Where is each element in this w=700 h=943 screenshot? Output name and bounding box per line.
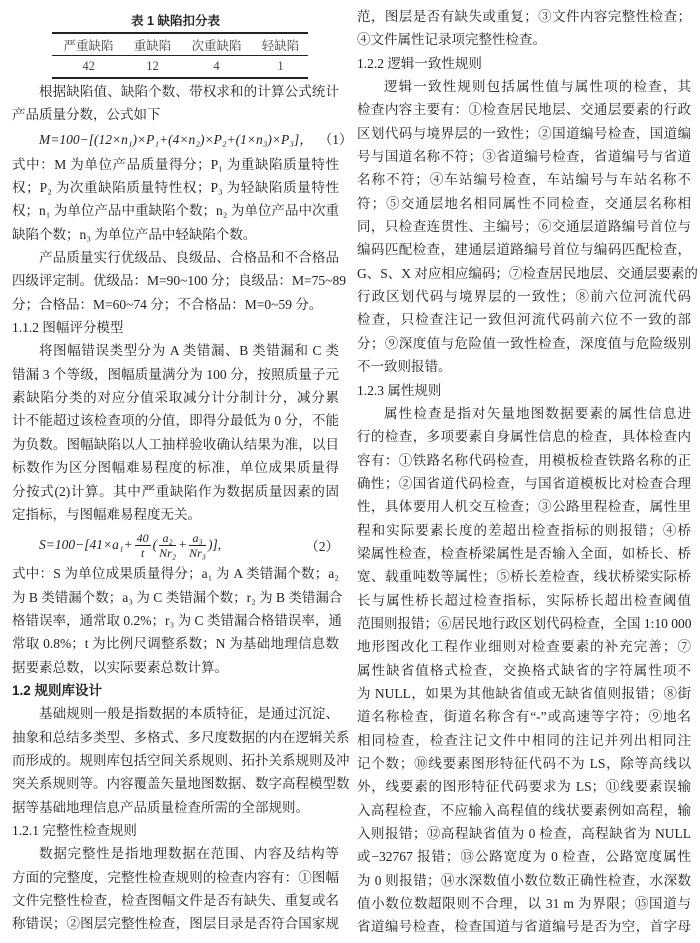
- text-line: [12, 702, 339, 725]
- text-line: [12, 386, 339, 409]
- text-line-text: 格错误率，通常取 0.2%；r₃ 为 C 类错漏合格错误率，通: [12, 612, 342, 628]
- text-line: [357, 285, 691, 308]
- text-line-text: 分；⑨深度值与危险值一致性检查，深度值与危险级别: [357, 335, 691, 351]
- text-line-text: 缺陷个数；n₃ 为单位产品中轻缺陷个数。: [12, 226, 257, 242]
- text-line-text: 记个数；⑩线要素图形特征代码不为 LS，除等高线以: [357, 756, 691, 771]
- text-line-text: 数据完整性是指地理数据在范围、内容及结构等: [39, 846, 339, 862]
- section-heading-text: 1.2.3 属性规则: [357, 382, 442, 398]
- formula-1-text: M=100−[(12×n₁)×P₁+(4×n₂)×P₂+(1×n₃)×P₃]，: [39, 131, 313, 147]
- text-line: [12, 726, 350, 749]
- section-heading-text: 1.2.2 逻辑一致性规则: [357, 55, 482, 71]
- text-line: [12, 363, 339, 386]
- fraction-denominator: Nr₂: [159, 545, 176, 560]
- text-line: [357, 519, 691, 542]
- text-line-text: ④文件属性记录项完整性检查。: [357, 32, 546, 48]
- fraction-numerator: a₃: [189, 531, 206, 546]
- text-line-text: 符；⑤交通层地名相同属性不同检查，交通层名称相: [357, 195, 691, 211]
- text-line: [357, 98, 691, 121]
- text-line: [357, 612, 691, 635]
- text-line: [357, 28, 691, 51]
- text-line: [357, 892, 691, 915]
- text-line-text: 权；P₂ 为次重缺陷质量特性权；P₃ 为轻缺陷质量特性: [12, 180, 339, 196]
- text-line: [357, 799, 691, 822]
- formula-2-suffix: )],: [207, 537, 222, 553]
- text-line: [357, 192, 691, 215]
- table-header-row: [52, 33, 308, 56]
- text-line-text: 入则报错；⑫高程缺省值为 0 检查，高程缺省为 NULL: [357, 826, 691, 842]
- table-header-cell: 重缺陷: [133, 38, 172, 53]
- table-cell: 1: [277, 59, 284, 73]
- text-line: [357, 659, 691, 682]
- text-line-text: 区划代码与境界层的一致性；②国道编号检查，国道编: [357, 125, 691, 141]
- text-line: [12, 772, 350, 795]
- text-line: [357, 565, 691, 588]
- fraction: [189, 531, 206, 560]
- text-line: [357, 729, 691, 752]
- text-line-text: 道名称检查，街道名称含有“-”或高速等字符；⑨地名: [357, 709, 691, 725]
- section-heading-text: 1.2 规则库设计: [12, 682, 103, 698]
- text-line-text: 定指标，与图幅难易程度无关。: [12, 506, 201, 522]
- text-line: [12, 842, 339, 865]
- text-line: [12, 339, 339, 362]
- formula-1: [12, 127, 353, 153]
- text-line: [357, 122, 691, 145]
- fraction: [159, 531, 176, 560]
- table-header-cell: 次重缺陷: [191, 38, 242, 53]
- text-line-text: 为 B 类错漏个数；a₃ 为 C 类错漏个数；r₂ 为 B 类错漏合: [12, 589, 343, 605]
- text-line-text: 素缺陷分类的对应分值采取减分计分制计分，减分累: [12, 390, 339, 406]
- text-line-text: 地形图改化工程作业细则对检查要素的补充完善；⑦: [357, 639, 691, 655]
- text-line-text: 名称不符；④车站编号检查，车站编号与车站名称不: [357, 172, 691, 188]
- section-heading: [12, 819, 339, 842]
- text-line: [12, 609, 342, 632]
- text-line-text: 不一致则报错。: [357, 359, 452, 375]
- text-line-text: 分；合格品：M=60~74 分；不合格品：M=0~59 分。: [12, 296, 323, 312]
- text-line: [12, 103, 339, 126]
- text-line: [12, 796, 339, 819]
- text-line-text: 编码匹配检查，建通层道路编号首位与编码匹配检查，: [357, 242, 691, 258]
- text-line: [357, 589, 691, 612]
- text-line-text: 分按式(2)计算。其中严重缺陷作为数据质量因素的固: [12, 483, 339, 499]
- left-text-block-a: [12, 80, 353, 526]
- table-cell: 12: [146, 59, 159, 73]
- text-line: [357, 845, 691, 868]
- text-line-text: 式中：M 为单位产品质量得分；P₁ 为重缺陷质量特性: [12, 156, 339, 172]
- text-line: [12, 912, 339, 935]
- text-line-text: 据等基础地理信息产品质量检查所需的全部规则。: [12, 799, 309, 815]
- section-heading: [12, 679, 339, 702]
- text-line-text: 检查，只检查注记一致但河流代码前六位不一致的部: [357, 312, 691, 328]
- text-line-text: 据要素总数，以实际要素总数计算。: [12, 659, 228, 675]
- table-cell: 42: [82, 59, 95, 73]
- text-line-text: 同，只检查连贯性、主编号；⑥交通层道路编号首位与: [357, 219, 691, 235]
- table-caption: 表 1 缺陷扣分表: [131, 14, 220, 28]
- text-line: [357, 262, 698, 285]
- text-line: [12, 269, 346, 292]
- text-line: [12, 246, 339, 269]
- table-header-cell: 轻缺陷: [261, 38, 300, 53]
- text-line-text: 为 NULL，如果为其他缺省值或无缺省值则报错；⑧街: [357, 685, 691, 701]
- text-line: [12, 433, 339, 456]
- text-line: [12, 889, 339, 912]
- text-line: [12, 749, 350, 772]
- text-line-text: 相同检查，检查注记文件中相同的注记并列出相同注: [357, 732, 691, 748]
- section-heading: [357, 52, 691, 75]
- text-line: [357, 915, 691, 938]
- text-line-text: 权；n₁ 为单位产品中重缺陷个数；n₂ 为单位产品中次重: [12, 203, 339, 219]
- text-line-text: 长与属性桥长超过检查指标，实际桥长超出检查阈值: [357, 592, 691, 608]
- text-line: [357, 238, 691, 261]
- text-line-text: 属性检查是指对矢量地图数据要素的属性信息进: [384, 405, 691, 421]
- fraction-numerator: 40: [136, 530, 149, 545]
- text-line-text: 文件完整性检查，检查图幅文件是否有缺失、重复或名: [12, 893, 339, 908]
- text-line-text: 式中：S 为单位成果质量得分；a₁ 为 A 类错漏个数；a₂: [12, 566, 339, 582]
- text-line-text: 属性缺省值格式检查，交换格式缺省的字符属性项不: [357, 662, 691, 678]
- left-column: [12, 0, 353, 936]
- text-line: [12, 456, 339, 479]
- text-line-text: 四级评定制。优级品：M=90~100 分；良级品：M=75~89: [12, 273, 346, 289]
- text-line-text: 将图幅错误类型分为 A 类错漏、B 类错漏和 C 类: [39, 343, 339, 359]
- formula-2-prefix: S=100−[41×a₁+: [39, 537, 133, 553]
- text-line-text: 性，具体要用人机交互检查；③公路里程检查，属性里: [357, 499, 691, 515]
- fraction: [135, 531, 151, 560]
- text-line: [12, 409, 339, 432]
- text-line: [357, 168, 691, 191]
- text-line: [12, 480, 339, 503]
- text-line: [12, 586, 343, 609]
- text-line: [357, 402, 691, 425]
- text-line: [357, 869, 691, 892]
- text-line-text: 错漏 3 个等级，图幅质量满分为 100 分，按照质量子元: [12, 366, 339, 382]
- table-header-cell: 严重缺陷: [63, 38, 114, 53]
- table-cell: 4: [213, 59, 220, 73]
- text-line-text: 根据缺陷值、缺陷个数、带权求和的计算公式统计: [39, 84, 339, 99]
- paren-open: (: [152, 537, 158, 553]
- text-line-text: 逻辑一致性规则包括属性值与属性项的检查，其: [384, 79, 691, 95]
- text-line: [12, 562, 339, 585]
- text-line: [12, 503, 339, 526]
- text-line-text: 范，图层是否有缺失或重复；③文件内容完整性检查；: [357, 9, 691, 24]
- text-line: [357, 542, 691, 565]
- text-line-text: 宽、载重吨数等属性；⑤桥长差检查，线状桥梁实际桥: [357, 569, 691, 585]
- text-line: [357, 425, 691, 448]
- text-line: [357, 752, 691, 775]
- text-line-text: 值小数位数超限则不合理，以 31 m 为界限；⑮国道与: [357, 896, 691, 912]
- text-line-text: 抽象和总结多类型、多格式、多尺度数据的内在逻辑关系: [12, 729, 350, 745]
- text-line: [357, 145, 691, 168]
- text-line: [357, 635, 691, 658]
- text-line: [357, 705, 691, 728]
- text-line-text: 范围则报错；⑥居民地行政区划代码检查，全国 1:10 000: [357, 615, 692, 631]
- text-line-text: 梁属性检查，检查桥梁属性是否输入全面，如桥长、桥: [357, 545, 691, 561]
- text-line: [357, 822, 691, 845]
- formula-2: [12, 528, 339, 562]
- text-line: [357, 75, 691, 98]
- text-line: [12, 153, 339, 176]
- text-line-text: 容有：①铁路名称代码检查，用模板检查铁路名称的正: [357, 452, 691, 468]
- text-line: [357, 472, 691, 495]
- text-line: [12, 293, 339, 316]
- right-text-block: [357, 5, 698, 939]
- text-line-text: 省道编号检查，检查国道与省道编号是否为空，首字母: [357, 919, 691, 935]
- equation-number: （1）: [318, 131, 353, 147]
- defect-deduction-table: [52, 32, 308, 79]
- text-line-text: 或−32767 报错；⑬公路宽度为 0 检查，公路宽度属性: [357, 849, 691, 865]
- fraction-denominator: Nr₃: [189, 545, 206, 560]
- plus-sign: +: [178, 537, 188, 553]
- text-line: [357, 5, 691, 28]
- section-heading-text: 1.2.1 完整性检查规则: [12, 822, 137, 838]
- text-line-text: 标数作为区分图幅难易程度的标准，单位成果质量得: [12, 460, 339, 476]
- text-line-text: 行政区划代码与境界层的一致性；⑧前六位河流代码: [357, 289, 691, 305]
- text-line-text: 确性；②国省道代码检查，与国省道模板比对检查合理: [357, 475, 691, 491]
- text-line-text: 号与国道名称不符；③省道编号检查，省道编号与省道: [357, 149, 691, 165]
- text-line-text: 常取 0.8%；t 为比例尺调整系数；N 为基础地理信息数: [12, 636, 339, 652]
- text-line: [357, 449, 691, 472]
- section-heading: [12, 316, 339, 339]
- text-line-text: 方面的完整度，完整性检查规则的检查内容有：①图幅: [12, 869, 339, 885]
- text-line: [357, 308, 691, 331]
- text-line-text: 计不能超过该检查项的分值，即得分最低为 0 分，不能: [12, 413, 339, 429]
- text-line: [12, 199, 339, 222]
- text-line: [357, 495, 691, 518]
- text-line-text: G、S、X 对应相应编码；⑦检查居民地层、交通层要素的: [357, 265, 698, 281]
- fraction-numerator: a₂: [159, 531, 176, 546]
- text-line-text: 基础规则一般是指数据的本质特征，是通过沉淀、: [39, 706, 339, 722]
- left-text-block-b: [12, 562, 350, 936]
- text-line-text: 突关系规则等。内容覆盖矢量地图数据、数字高程模型数: [12, 776, 350, 792]
- text-line-text: 入高程检查，不应输入高程值的线状要素例如高程，输: [357, 802, 691, 818]
- text-line-text: 称错误；②图层完整性检查，图层目录是否符合国家规: [12, 916, 339, 932]
- formula-2-expression: [39, 531, 221, 560]
- text-line-text: 外，线要素的图形特征代码要求为 LS；⑪线要素误输: [357, 779, 691, 795]
- text-line-text: 为负数。图幅缺陷以人工抽样验收确认结果为准，以目: [12, 436, 339, 452]
- text-line: [12, 866, 339, 889]
- text-line-text: 而形成的。规则库包括空间关系规则、拓扑关系规则及冲: [12, 752, 350, 768]
- text-line: [357, 775, 691, 798]
- text-line: [357, 682, 691, 705]
- fraction-denominator: t: [140, 545, 145, 560]
- text-line-text: 检查内容主要有：①检查居民地层、交通层要素的行政: [357, 102, 691, 118]
- text-line: [12, 656, 339, 679]
- text-line: [357, 215, 691, 238]
- text-line: [357, 332, 691, 355]
- text-line: [12, 176, 339, 199]
- text-line-text: 产品质量分数，公式如下: [12, 107, 161, 123]
- table-row: [52, 56, 308, 79]
- text-line: [357, 355, 691, 378]
- text-line: [12, 632, 339, 655]
- section-heading-text: 1.1.2 图幅评分模型: [12, 320, 124, 336]
- text-line-text: 产品质量实行优级品、良级品、合格品和不合格品: [39, 250, 339, 266]
- text-line: [12, 223, 339, 246]
- section-heading: [357, 379, 691, 402]
- right-column: [357, 0, 698, 939]
- text-line-text: 程和实际要素长度的差超出检查指标的则报错；④桥: [357, 522, 691, 538]
- text-line: [12, 80, 339, 103]
- text-line-text: 行的检查，多项要素自身属性信息的检查，具体检查内: [357, 429, 691, 445]
- equation-number: （2）: [305, 539, 339, 555]
- text-line-text: 为 0 则报错；⑭水深数值小数位数正确性检查，水深数: [357, 872, 691, 888]
